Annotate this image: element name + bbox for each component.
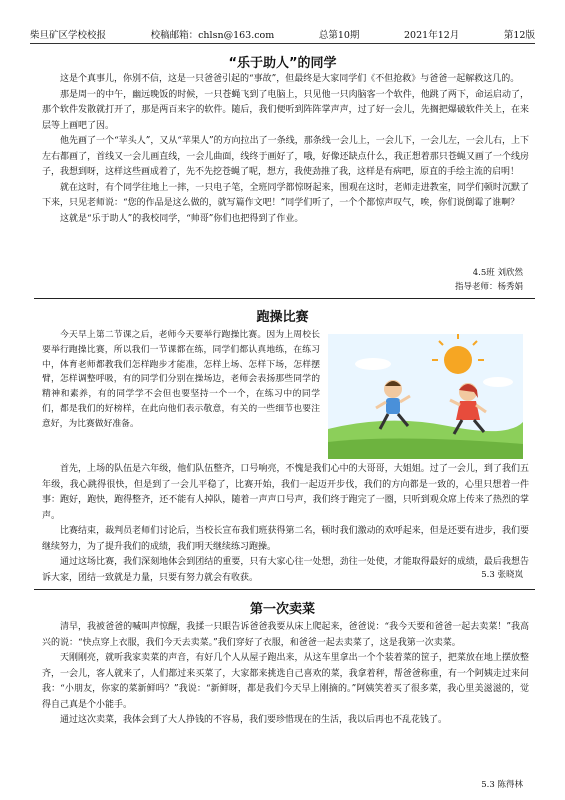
paragraph: 今天早上第二节课之后，老师今天要举行跑操比赛。因为上周校长要举行跑操比赛，所以我们一节课都在练，同学们都认真地练，在练习中，体育老师都教我们怎样跑步才能准，怎样上场、怎样下场，怎样摆臂，怎样调整呼吸，有的同学们分别在操场边，老师会表扬那些同学的精神和素养，有的同学学不会但也要坚持一个一个，在练习中的同学们，都是我们的好榜样，在此向他们表示敬意，有关的一些细节也要注意好，为比赛做好准备。 bbox=[42, 330, 320, 429]
paragraph: 天刚刚亮，就听我家卖菜的声音，有好几个人从屋子跑出来，从这车里拿出一个个装着菜的筐子，把菜放在地上摆放整齐，一会儿，客人就来了，人们都过来买菜了，大家都来挑选自己喜欢的菜，我拿着秤，帮爸爸称重，有一个阿姨走过来问我：“小朋友，你家的菜新鲜吗？”我说：“新鲜呀，都是我们今天早上刚摘的。”阿姨笑着买了很多菜，我心里美滋滋的，觉得自己真是个小能手。 bbox=[42, 653, 529, 710]
byline: 5.3 陈得林 bbox=[481, 780, 523, 790]
byline: 5.3 张晓岚 bbox=[481, 570, 523, 580]
article2-body-top bbox=[42, 328, 320, 432]
paragraph: 首先，上场的队伍是六年级，他们队伍整齐，口号响亮，不愧是我们心中的大哥哥，大姐姐。过了一会儿，到了我们五年级，我心跳得很快，但是到了一会儿平稳了，比赛开始，我们一起迈开步伐，我们的方向都是一致的，心里只想着一件事：跑好，跑快，跑得整齐，还不能有人掉队，随着一声声口号声，我们终于跑完了一圈，只听到观众席上传来了热烈的掌声。 bbox=[42, 464, 529, 521]
byline: 4.5班 刘欣然 bbox=[472, 268, 523, 278]
article1-byline-block bbox=[455, 266, 523, 294]
issue-date: 2021年12月 bbox=[404, 30, 460, 41]
paragraph: 这就是“乐于助人”的我校同学，“帅哥”你们也把得到了作业。 bbox=[60, 213, 304, 224]
paragraph: 他先画了一个“苹头人”，又从“苹果人”的方向拉出了一条线，那条线一会儿上，一会儿下，一会儿左，一会儿右，上下左右都画了，首线又一会儿画直线，一会儿曲面，线终于画好了，哦，好像还缺点什么，我正想着那只苍蝇又画了一个线房子，我想到呀，这样这些画成着了，先不先挖苍蝇了呢，想方，我使劲推了我，这样是有病吧，原直的手绘主流的启明！ bbox=[42, 136, 529, 177]
teacher: 指导老师：杨秀娟 bbox=[454, 282, 523, 292]
section-divider bbox=[34, 589, 535, 590]
article2-title: 跑操比赛 bbox=[256, 310, 309, 325]
paragraph: 这是个真事儿，你别不信，这是一只爸爸引起的“事故”，但最终是大家同学们《不但抢救》与爸爸一起解救这几的。 bbox=[60, 74, 520, 84]
paragraph: 清早，我被爸爸的喊叫声惊醒，我揉一只眼告诉爸爸我要从床上爬起来，爸爸说：“我今天要和爸爸一起去卖菜！”我高兴的说：“快点穿上衣服，我们今天去卖菜。”我们穿好了衣服，和爸爸一起去卖菜了，这是我第一次卖菜。 bbox=[42, 622, 529, 648]
section-divider bbox=[34, 298, 535, 299]
paragraph: 比赛结束，裁判员老师们讨论后，当校长宣布我们班获得第二名，顿时我们激动的欢呼起来，但是还要有进步，我们要继续努力，为了提升我们的成绩，我们明天继续练习跑操。 bbox=[42, 526, 529, 552]
school-name: 柴旦矿区学校校报 bbox=[30, 30, 107, 41]
paragraph: 通过这场比赛，我们深刻地体会到团结的重要，只有大家心往一处想，劲往一处使，才能取得最好的成绩，最后我想告诉大家，团结一致就是力量，只要有努力就会有收获。 bbox=[42, 557, 529, 583]
page-number: 第12版 bbox=[503, 30, 535, 41]
paragraph: 通过这次卖菜，我体会到了大人挣钱的不容易，我们要珍惜现在的生活，我以后再也不乱花钱了。 bbox=[60, 715, 448, 725]
running-children-illustration bbox=[328, 334, 523, 459]
issue-number: 总第10期 bbox=[318, 30, 360, 41]
article3-title: 第一次卖菜 bbox=[249, 602, 315, 617]
paragraph: 那是周一的中午，幽远晚饭的时候，一只苍蝇飞到了电脑上，只见他一只肉脑客一个软件，他跳了两下，命运启动了，那个软件发散就打开了，那是两百来字的软件。随后，我们便听到阵阵掌声声，过了好一会儿，先搁把爆破软件关上，在来层等上画吧了因。 bbox=[42, 89, 529, 131]
article1-body bbox=[42, 72, 529, 227]
email: 校稿邮箱：chlsn@163.com bbox=[150, 30, 275, 41]
article2-body bbox=[42, 462, 529, 586]
page-header bbox=[30, 27, 535, 44]
article3-body bbox=[42, 620, 529, 729]
article1-title: “乐于助人”的同学 bbox=[228, 56, 337, 71]
paragraph: 就在这时，有个同学往地上一摔，一只电子笔，全班同学都惊呀起来，围观在这时，老师走进教室，同学们顿时沉默了下来，只见老师说：“您的作品是这么做的，就写篇作文吧！”同学们听了，一个个都惊声叹气，唉，你们说倒霉了谁啊？ bbox=[42, 182, 529, 208]
